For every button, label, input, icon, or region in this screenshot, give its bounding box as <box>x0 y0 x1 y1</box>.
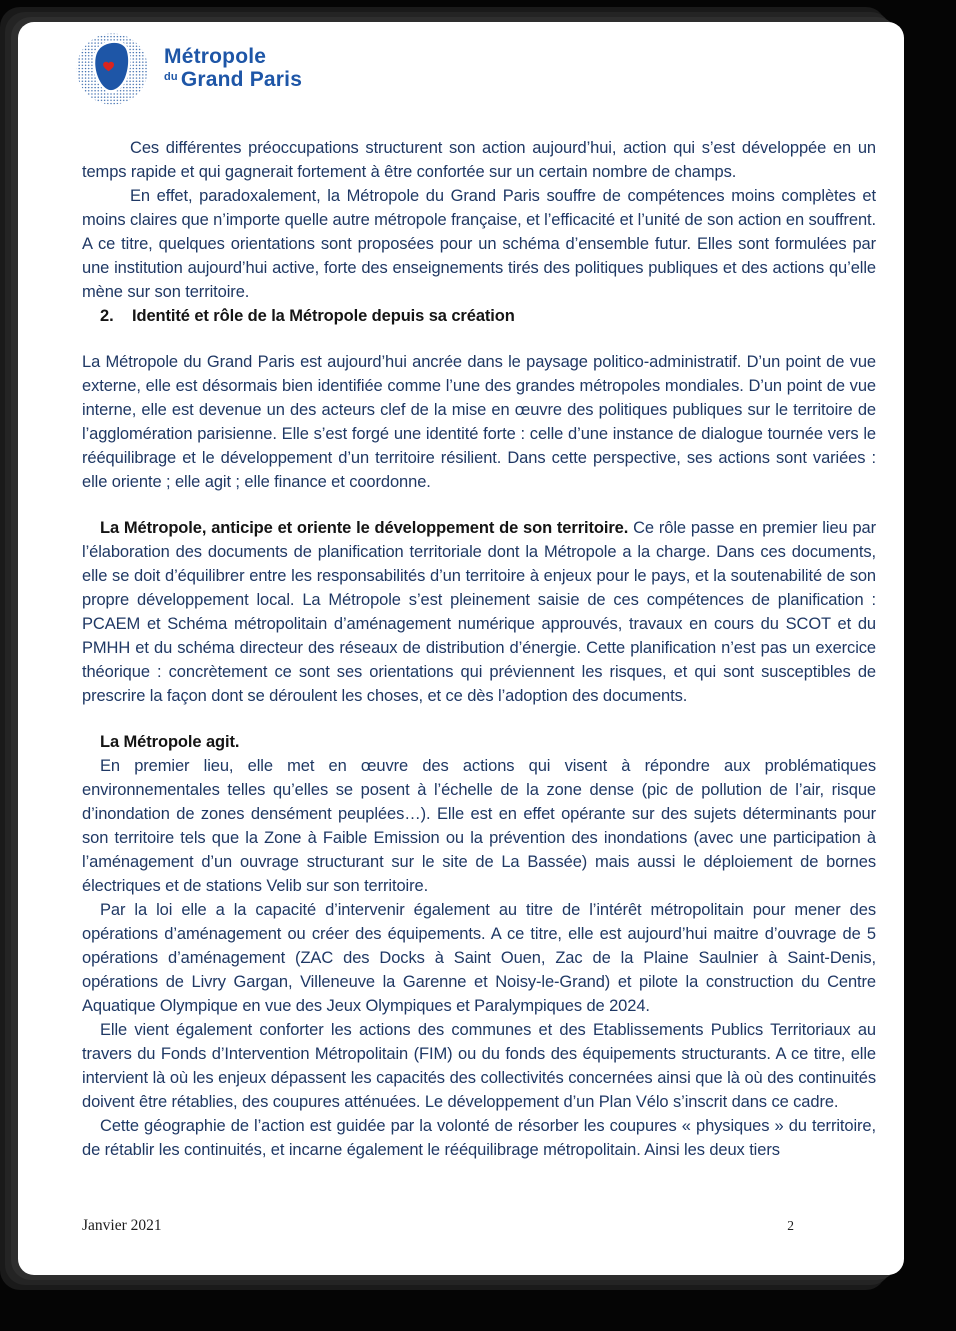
document-page <box>18 22 904 1275</box>
logo-word-grand-paris: $^{du}$ Grand Paris <box>164 68 303 91</box>
section-number: 2. <box>100 307 114 325</box>
logo-word-metropole: Métropole <box>164 45 267 68</box>
paragraph-geographie: Cette géographie de l’action est guidée par la volonté de résorber les coupures « physiques » du territoire, de rétablir les continuités, et incarne également le rééquilibrage métropolitain. Ainsi les deux tiers <box>82 1117 876 1159</box>
page-number: 2 <box>787 1218 794 1233</box>
document-body <box>82 136 876 1162</box>
paragraph-intro-1: Ces différentes préoccupations structurent son action aujourd’hui, action qui s’est développée en un temps rapide et qui gagnerait fortement à être confortée sur un certain nombre de champs. <box>82 139 876 181</box>
paragraph-environnement: En premier lieu, elle met en œuvre des actions qui visent à répondre aux problématiques environnementales telles qu’elles se posent à l’échelle de la zone dense (pic de pollution de l’air, risque d’inondation de zones densément peuplées…). Elle est en effet opérante sur des sujets déterminants pour son territoire tels que la Zone à Faible Emission ou la prévention des inondations (avec une participation à l’aménagement d’un ouvrage structurant sur le site de La Bassée) mais aussi le déploiement de bornes électriques et de stations Velib sur son territoire. <box>82 757 876 895</box>
paragraph-identity: La Métropole du Grand Paris est aujourd’hui ancrée dans le paysage politico-administratif. D’un point de vue externe, elle est désormais bien identifiée comme l’une des grandes métropoles mondiales. D’un point de vue interne, elle est devenue un des acteurs clef de la mise en œuvre des politiques publiques sur le territoire de l’agglomération parisienne. Elle s’est forgé une identité forte : celle d’une instance de dialogue tournée vers le rééquilibrage et le développement d’un territoire résilient. Dans cette perspective, ses actions sont variées : elle oriente ; elle agit ; elle finance et coordonne. <box>82 353 876 491</box>
section-title: Identité et rôle de la Métropole depuis sa création <box>132 307 515 325</box>
metropole-grand-paris-logo <box>74 32 904 106</box>
paragraph-agit-lead: La Métropole agit. <box>100 733 240 751</box>
section-heading <box>82 304 876 328</box>
paragraph-intro-2: En effet, paradoxalement, la Métropole du Grand Paris souffre de compétences moins complètes et moins claires que n’importe quelle autre métropole française, et l’efficacité et l’unité de son action en souffrent. A ce titre, quelques orientations sont proposées pour un schéma d’ensemble futur. Elles sont formulées par une institution aujourd’hui active, forte des enseignements tirés des politiques publiques et des actions qu’elle mène sur son territoire. <box>82 187 876 301</box>
logo-wordmark <box>164 32 302 90</box>
paragraph-oriente-rest: Ce rôle passe en premier lieu par l’élaboration des documents de planification territoriale dont la Métropole a la charge. Dans ces documents, elle se doit d’équilibrer entre les responsabilités d’un territoire à enjeux pour le pays, et la soutenabilité de son propre développement local. La Métropole s’est pleinement saisie de ces compétences de planification : PCAEM et Schéma métropolitain d’aménagement numérique approuvés, travaux en cours du SCOT et du PMHH et du schéma directeur des réseaux de distribution d’énergie. Cette planification n’est pas un exercice théorique : concrètement ce sont ses orientations qui préviennent les risques, et qui sont susceptibles de prescrire la façon dont se déroulent les choses, et ce dès l’adoption des documents. <box>82 519 877 705</box>
paragraph-fim: Elle vient également conforter les actions des communes et des Etablissements Publics Territoriaux au travers du Fonds d’Intervention Métropolitain (FIM) ou du fonds des équipements structurants. A ce titre, elle intervient là où les enjeux dépassent les capacités des collectivités concernées ainsi que là où des continuités doivent être rétablies, des coupures atténuées. Le développement d’un Plan Vélo s’inscrit dans ce cadre. <box>82 1021 876 1111</box>
footer-date: Janvier 2021 <box>82 1217 162 1234</box>
logo-mark-icon <box>74 32 152 106</box>
paragraph-amenagement: Par la loi elle a la capacité d’intervenir également au titre de l’intérêt métropolitain pour mener des opérations d’aménagement ou créer des équipements. A ce titre, elle est aujourd’hui maitre d’ouvrage de 5 opérations d’aménagement (ZAC des Docks à Saint Ouen, Zac de la Plaine Saulnier à Saint-Denis, opérations de Livry Gargan, Villeneuve la Garenne et Noisy-le-Grand) et pilote la construction du Centre Aquatique Olympique en vue des Jeux Olympiques et Paralympiques de 2024. <box>82 901 876 1015</box>
page-footer <box>82 1217 876 1235</box>
paragraph-oriente <box>82 516 876 708</box>
paragraph-oriente-lead: La Métropole, anticipe et oriente le développement de son territoire. <box>100 519 629 537</box>
logo-word-du: du <box>164 71 178 83</box>
